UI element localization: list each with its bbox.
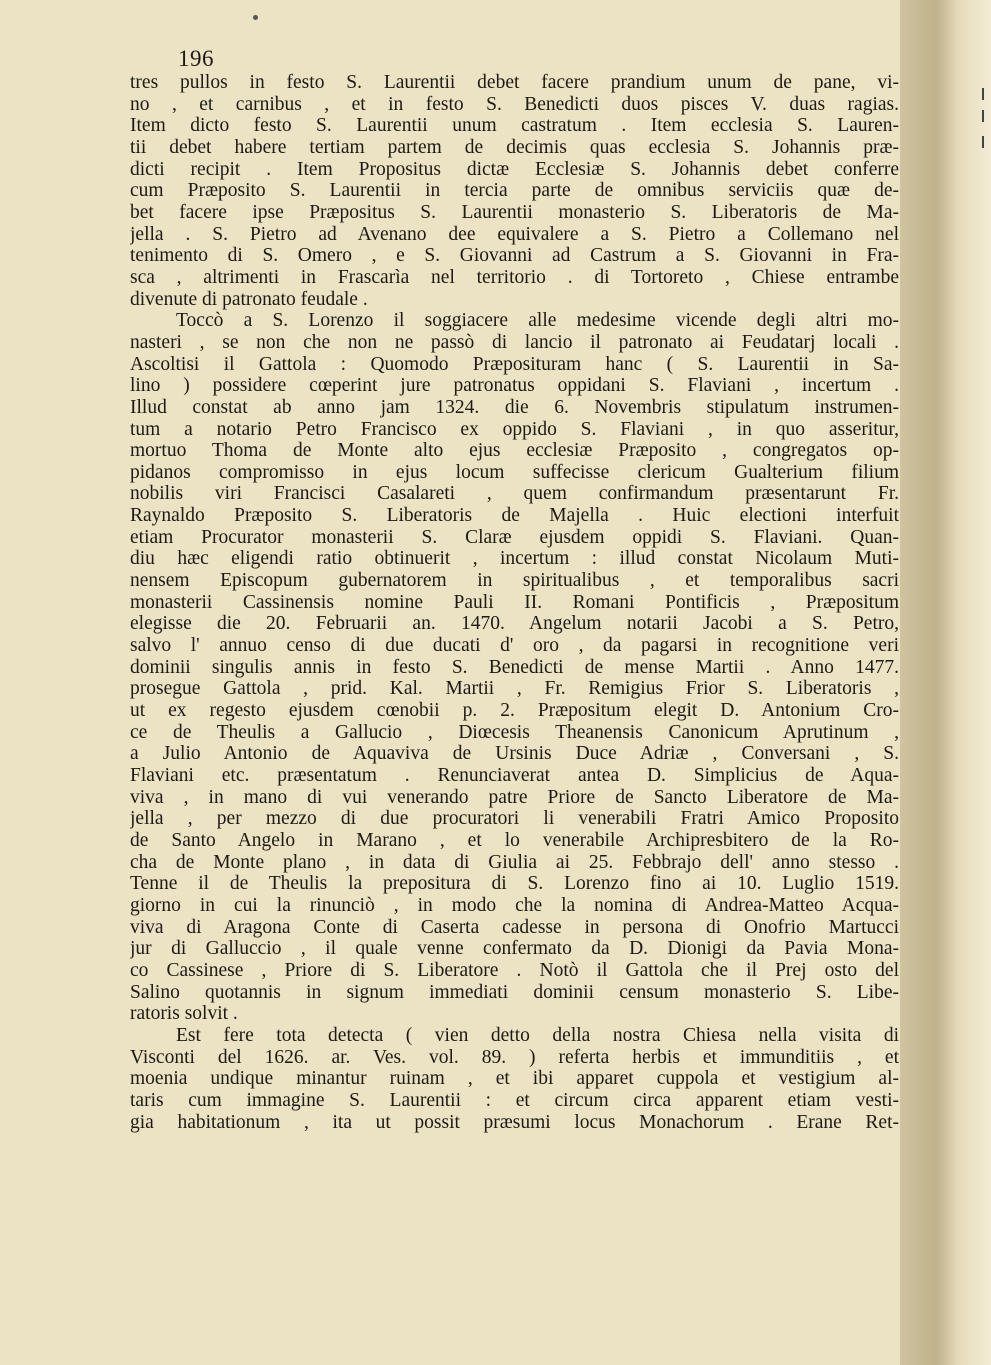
text-line: elegisse die 20. Februarii an. 1470. Angelum notarii Jacobi a S. Petro, [130, 613, 899, 635]
text-line: mortuo Thoma de Monte alto ejus ecclesiæ Præposito , congregatos op- [130, 440, 899, 462]
text-line: divenute di patronato feudale . [130, 288, 368, 310]
text-line: sca , altrimenti in Frascarìa nel territorio . di Tortoreto , Chiese entrambe [130, 266, 899, 288]
text-line: Item dicto festo S. Laurentii unum castratum . Item ecclesia S. Lauren- [130, 115, 899, 137]
text-line: cum Præposito S. Laurentii in tercia parte de omnibus serviciis quæ de- [130, 180, 899, 202]
text-line: pidanos compromisso in ejus locum suffecisse clericum Gualterium filium [130, 461, 899, 483]
text-line: Toccò a S. Lorenzo il soggiacere alle medesime vicende degli altri mo- [176, 310, 899, 332]
text-line: nensem Episcopum gubernatorem in spiritualibus , et temporalibus sacri [130, 570, 899, 592]
text-line: nobilis viri Francisci Casalareti , quem confirmandum præsentarunt Fr. [130, 483, 899, 505]
text-line: cha de Monte plano , in data di Giulia ai 25. Febbrajo dell' anno stesso . [130, 851, 899, 873]
text-line: Visconti del 1626. ar. Ves. vol. 89. ) referta herbis et immunditiis , et [130, 1046, 899, 1068]
text-line: a Julio Antonio de Aquaviva de Ursinis Duce Adriæ , Conversani , S. [130, 743, 899, 765]
text-line: de Santo Angelo in Marano , et lo venerabile Archipresbitero de la Ro- [130, 829, 899, 851]
text-line: Tenne il de Theulis la prepositura di S. Lorenzo fino ai 10. Luglio 1519. [130, 873, 899, 895]
text-line: ut ex regesto ejusdem cœnobii p. 2. Præpositum elegit D. Antonium Cro- [130, 700, 899, 722]
text-line: lino ) possidere cœperint jure patronatus oppidani S. Flaviani , incertum . [130, 375, 899, 397]
text-line: jur di Galluccio , il quale venne confermato da D. Dionigi da Pavia Mona- [130, 938, 899, 960]
text-line: no , et carnibus , et in festo S. Benedicti duos pisces V. duas ragias. [130, 93, 899, 115]
text-line: Illud constat ab anno jam 1324. die 6. Novembris stipulatum instrumen- [130, 396, 899, 418]
text-line: gia habitationum , ita ut possit præsumi locus Monachorum . Erane Ret- [130, 1111, 899, 1133]
text-line: jella . S. Pietro ad Avenano dee equivalere a S. Pietro a Collemano nel [130, 223, 899, 245]
body-text [130, 72, 899, 1133]
text-line: Salino quotannis in signum immediati dominii censum monasterio S. Libe- [130, 981, 899, 1003]
text-line: monasterii Cassinensis nomine Pauli II. Romani Pontificis , Præpositum [130, 591, 899, 613]
text-line: jella , per mezzo di due procuratori li venerabili Fratri Amico Proposito [130, 808, 899, 830]
ink-speck [253, 15, 258, 20]
text-line: taris cum immagine S. Laurentii : et circum circa apparent etiam vesti- [130, 1089, 899, 1111]
text-line: viva , in mano di vui venerando patre Priore de Sancto Liberatore de Ma- [130, 786, 899, 808]
text-line: ratoris solvit . [130, 1003, 238, 1025]
gutter-mark [982, 136, 990, 148]
text-line: diu hæc eligendi ratio obtinuerit , incertum : illud constat Nicolaum Muti- [130, 548, 899, 570]
text-line: salvo l' annuo censo di due ducati d' oro , da pagarsi in recognitione veri [130, 635, 899, 657]
text-line: tres pullos in festo S. Laurentii debet facere prandium unum de pane, vi- [130, 72, 899, 93]
text-line: etiam Procurator monasterii S. Claræ ejusdem oppidi S. Flaviani. Quan- [130, 526, 899, 548]
text-line: dicti recipit . Item Propositus dictæ Ecclesiæ S. Johannis debet conferre [130, 158, 899, 180]
text-line: prosegue Gattola , prid. Kal. Martii , Fr. Remigius Frior S. Liberatoris , [130, 678, 899, 700]
text-line: tenimento di S. Omero , e S. Giovanni ad Castrum a S. Giovanni in Fra- [130, 245, 899, 267]
book-gutter [900, 0, 991, 1365]
text-line: viva di Aragona Conte di Caserta cadesse in persona di Onofrio Martucci [130, 916, 899, 938]
text-line: Raynaldo Præposito S. Liberatoris de Majella . Huic electioni interfuit [130, 505, 899, 527]
text-line: co Cassinese , Priore di S. Liberatore . Notò il Gattola che il Prej osto del [130, 959, 899, 981]
page-number: 196 [178, 46, 214, 71]
text-line: tii debet habere tertiam partem de decimis quas ecclesia S. Johannis præ- [130, 136, 899, 158]
text-line: bet facere ipse Præpositus S. Laurentii monasterio S. Liberatoris de Ma- [130, 201, 899, 223]
text-line: Ascoltisi il Gattola : Quomodo Præposituram hanc ( S. Laurentii in Sa- [130, 353, 899, 375]
text-line: nasteri , se non che non ne passò di lancio il patronato ai Feudatarj locali . [130, 331, 899, 353]
gutter-mark [982, 88, 990, 100]
text-line: tum a notario Petro Francisco ex oppido S. Flaviani , in quo asseritur, [130, 418, 899, 440]
text-line: Flaviani etc. præsentatum . Renunciaverat antea D. Simplicius de Aqua- [130, 765, 899, 786]
text-line: Est fere tota detecta ( vien detto della nostra Chiesa nella visita di [176, 1024, 899, 1046]
text-line: ce de Theulis a Gallucio , Diœcesis Theanensis Canonicum Aprutinum , [130, 721, 899, 743]
gutter-mark [982, 110, 990, 122]
text-line: dominii singulis annis in festo S. Benedicti de mense Martii . Anno 1477. [130, 656, 899, 678]
text-line: giorno in cui la rinunciò , in modo che la nomina di Andrea-Matteo Acqua- [130, 894, 899, 916]
text-line: moenia undique minantur ruinam , et ibi apparet cuppola et vestigium al- [130, 1068, 899, 1090]
